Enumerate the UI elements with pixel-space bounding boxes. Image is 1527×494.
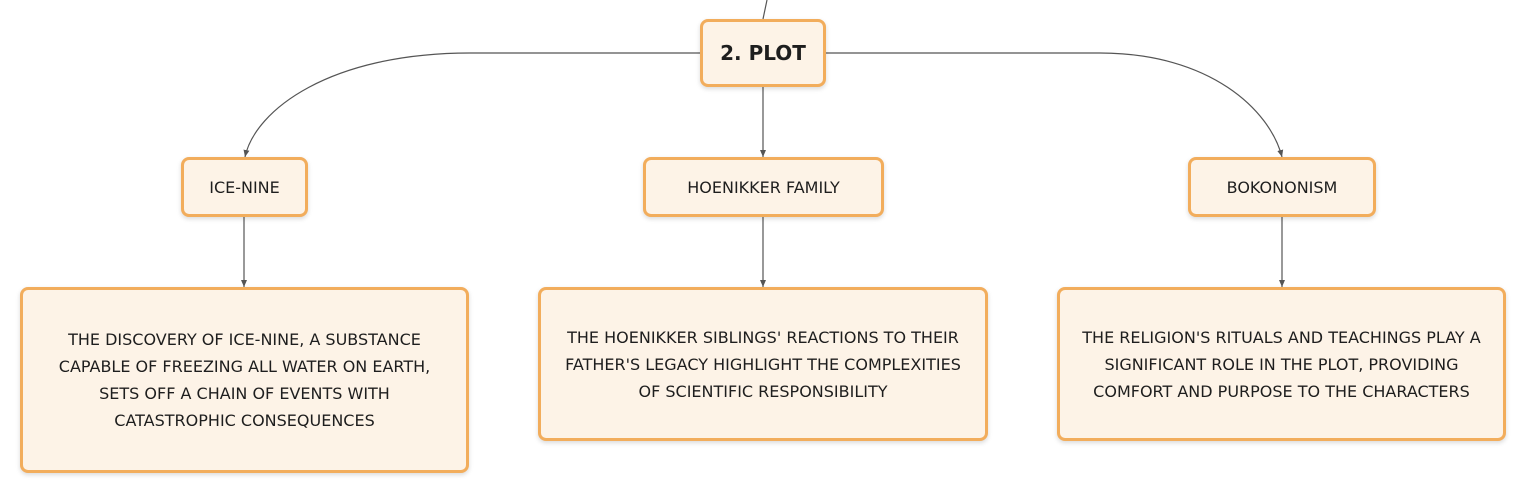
branch-node-label: HOENIKKER FAMILY [687, 177, 840, 197]
connector-root-to-ice-nine [245, 53, 700, 157]
branch-node-hoenikker-family[interactable] [643, 157, 884, 217]
branch-node-label: BOKONONISM [1226, 177, 1338, 197]
detail-node-ice-nine[interactable] [20, 287, 469, 473]
detail-node-bokononism[interactable] [1057, 287, 1506, 441]
connector-root-to-bokononism [826, 53, 1282, 157]
branch-node-ice-nine[interactable] [181, 157, 308, 217]
branch-node-label: ICE-NINE [209, 177, 280, 197]
detail-node-text: THE DISCOVERY OF ICE-NINE, A SUBSTANCE CAPABLE OF FREEZING ALL WATER ON EARTH, SETS OFF A CHAIN OF EVENTS WITH CATASTROPHIC CONSEQUENCES [58, 330, 431, 430]
detail-node-text: THE RELIGION'S RITUALS AND TEACHINGS PLAY A SIGNIFICANT ROLE IN THE PLOT, PROVIDING COMFORT AND PURPOSE TO THE CHARACTERS [1082, 327, 1481, 401]
root-node[interactable] [700, 19, 826, 87]
parent-connector [763, 0, 767, 19]
detail-node-text: THE HOENIKKER SIBLINGS' REACTIONS TO THEIR FATHER'S LEGACY HIGHLIGHT THE COMPLEXITIES OF SCIENTIFIC RESPONSIBILITY [565, 327, 961, 401]
detail-node-hoenikker-family[interactable] [538, 287, 988, 441]
branch-node-bokononism[interactable] [1188, 157, 1376, 217]
root-node-label: 2. PLOT [720, 41, 806, 65]
